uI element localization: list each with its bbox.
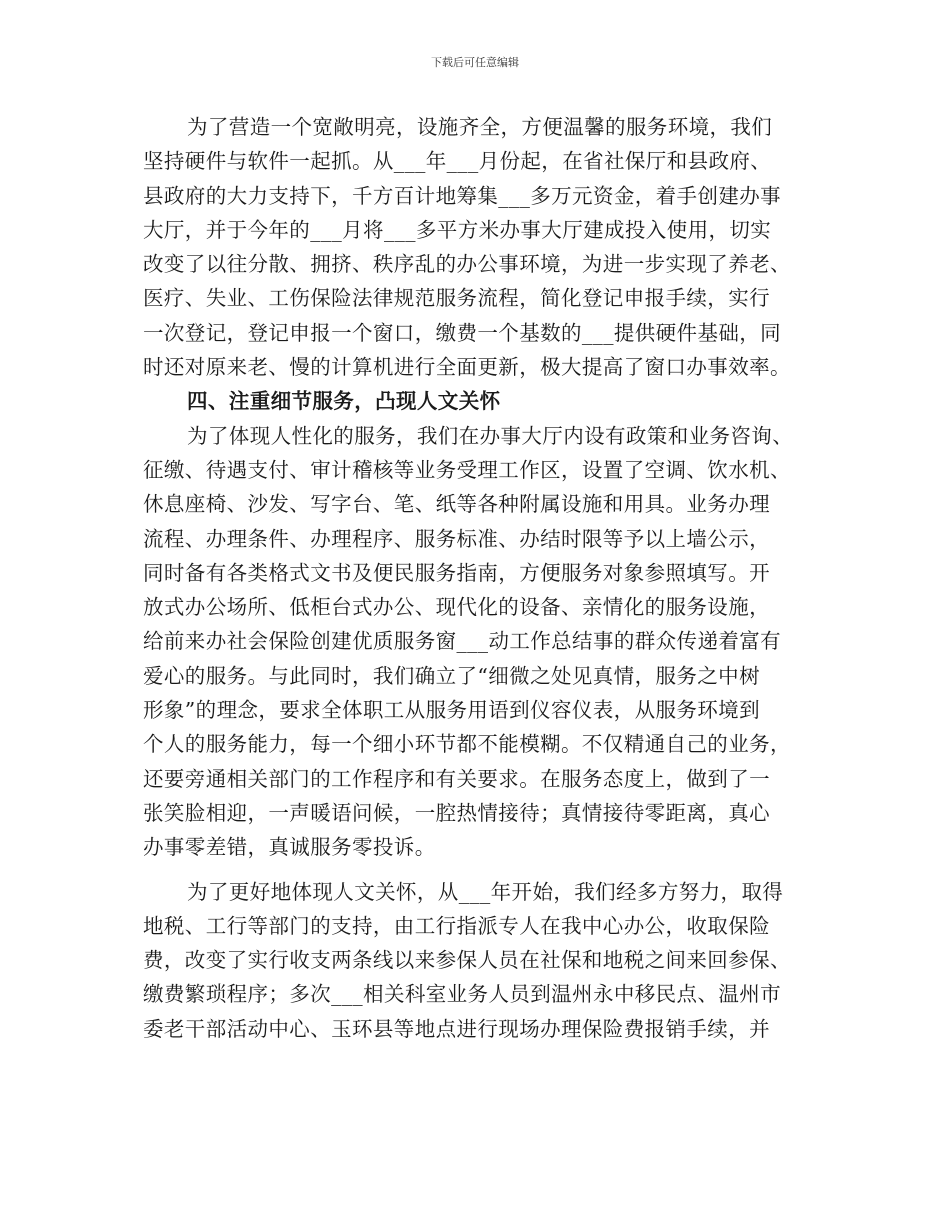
paragraph-line: 费，改变了实行收支两条线以来参保人员在社保和地税之间来回参保、	[143, 948, 791, 973]
paragraph-line: 医疗、失业、工伤保险法律规范服务流程，简化登记申报手续，实行	[143, 286, 770, 311]
paragraph-line: 地税、工行等部门的支持，由工行指派专人在我中心办公，收取保险	[143, 913, 770, 938]
paragraph-line: 还要旁通相关部门的工作程序和有关要求。在服务态度上，做到了一	[143, 766, 770, 791]
paragraph-line: 缴费繁琐程序；多次___相关科室业务人员到温州永中移民点、温州市	[143, 982, 782, 1007]
paragraph-line: 委老干部活动中心、玉环县等地点进行现场办理保险费报销手续，并	[143, 1016, 770, 1041]
paragraph-line: 为了体现人性化的服务，我们在办事大厅内设有政策和业务咨询、	[187, 423, 794, 448]
paragraph-line: 办事零差错，真诚服务零投诉。	[143, 835, 436, 860]
paragraph-line: 放式办公场所、低柜台式办公、现代化的设备、亲情化的服务设施，	[143, 595, 770, 620]
paragraph-line: 爱心的服务。与此同时，我们确立了“细微之处见真情，服务之中树	[143, 663, 760, 688]
paragraph-line: 时还对原来老、慢的计算机进行全面更新，极大提高了窗口办事效率。	[143, 355, 791, 380]
paragraph-line: 一次登记，登记申报一个窗口，缴费一个基数的___提供硬件基础，同	[143, 320, 782, 345]
paragraph-line: 休息座椅、沙发、写字台、笔、纸等各种附属设施和用具。业务办理	[143, 492, 770, 517]
paragraph-line: 县政府的大力支持下，千方百计地筹集___多万元资金，着手创建办事	[143, 183, 782, 208]
paragraph-line: 征缴、待遇支付、审计稽核等业务受理工作区，设置了空调、饮水机、	[143, 457, 791, 482]
paragraph-line: 为了更好地体现人文关怀，从___年开始，我们经多方努力，取得	[187, 879, 784, 904]
paragraph-line: 改变了以往分散、拥挤、秩序乱的办公事环境，为进一步实现了养老、	[143, 252, 791, 277]
paragraph-line: 同时备有各类格式文书及便民服务指南，方便服务对象参照填写。开	[143, 560, 770, 585]
document-body	[143, 110, 823, 1046]
paragraph-line: 给前来办社会保险创建优质服务窗___动工作总结事的群众传递着富有	[143, 629, 782, 654]
paragraph-line: 为了营造一个宽敞明亮，设施齐全，方便温馨的服务环境，我们	[187, 115, 773, 139]
paragraph-line: 个人的服务能力，每一个细小环节都不能模糊。不仅精通自己的业务，	[143, 732, 791, 757]
paragraph-line: 形象”的理念，要求全体职工从服务用语到仪容仪表，从服务环境到	[143, 698, 760, 723]
paragraph-line: 张笑脸相迎，一声暖语问候，一腔热情接待；真情接待零距离，真心	[143, 800, 770, 825]
section-heading: 四、注重细节服务，凸现人文关怀	[187, 389, 501, 414]
paragraph-line: 坚持硬件与软件一起抓。从___年___月份起，在省社保厅和县政府、	[143, 149, 772, 174]
paragraph-line: 流程、办理条件、办理程序、服务标准、办结时限等予以上墙公示，	[143, 526, 770, 551]
page-header: 下载后可任意编辑	[431, 56, 519, 69]
paragraph-line: 大厅，并于今年的___月将___多平方米办事大厅建成投入使用，切实	[143, 217, 772, 242]
